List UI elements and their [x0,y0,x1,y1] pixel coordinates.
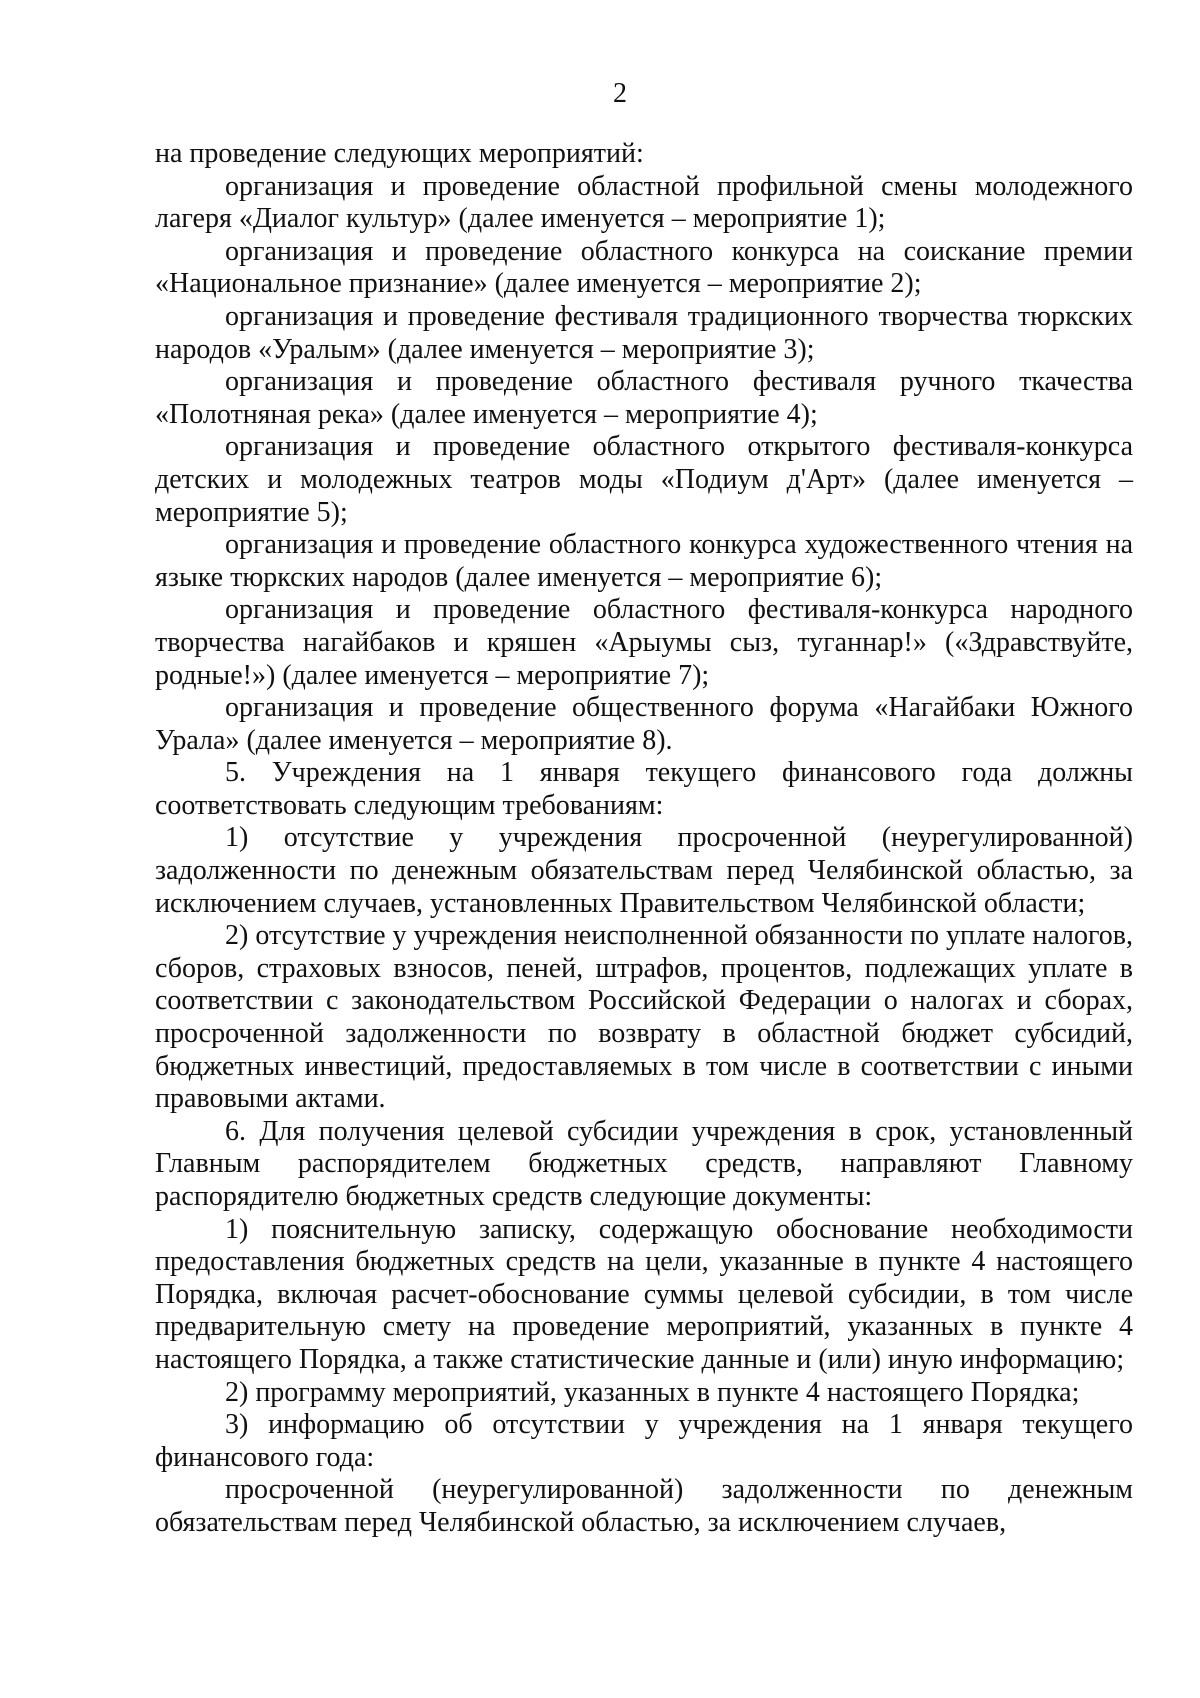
paragraph-intro: на проведение следующих мероприятий: [155,138,644,169]
paragraph-section-5: 5. Учреждения на 1 января текущего финансового года должны соответствовать следующим требованиям: [155,757,1133,821]
paragraph-document-3: 3) информацию об отсутствии у учреждения на 1 января текущего финансового года: [155,1409,1133,1473]
paragraph-event-1: организация и проведение областной профильной смены молодежного лагеря «Диалог культур» (далее именуется – мероприятие 1); [155,170,1133,235]
paragraph-section-6: 6. Для получения целевой субсидии учреждения в срок, установленный Главным распорядителем бюджетных средств, направляют Главному распорядителю бюджетных средств следующие документы: [155,1115,1133,1212]
paragraph-requirement-1: 1) отсутствие у учреждения просроченной (неурегулированной) задолженности по денежным обязательствам перед Челябинской областью, за исключением случаев, установленных Правительством Челябинской области; [155,822,1133,919]
paragraph-document-1: 1) пояснительную записку, содержащую обоснование необходимости предоставления бюджетных средств на цели, указанные в пункте 4 настоящего Порядка, включая расчет-обоснование суммы целевой субсидии, в том числе предварительную смету на проведение мероприятий, указанных в пункте 4 настоящего Порядка, а также статистические данные и (или) иную информацию; [155,1213,1133,1375]
paragraph-event-6: организация и проведение областного конкурса художественного чтения на языке тюркских народов (далее именуется – мероприятие 6); [155,529,1133,593]
paragraph-requirement-2: 2) отсутствие у учреждения неисполненной обязанности по уплате налогов, сборов, страховых взносов, пеней, штрафов, процентов, подлежащих уплате в соответствии с законодательством Российской Федерации о налогах и сборах, просроченной задолженности по возврату в областной бюджет субсидий, бюджетных инвестиций, предоставляемых в том числе в соответствии с иными правовыми актами. [155,920,1133,1115]
paragraph-event-8: организация и проведение общественного форума «Нагайбаки Южного Урала» (далее именуется – мероприятие 8). [155,692,1133,756]
paragraph-event-5: организация и проведение областного открытого фестиваля-конкурса детских и молодежных театров моды «Подиум д'Арт» (далее именуется – мероприятие 5); [155,431,1133,528]
document-body [155,138,1133,1540]
paragraph-document-2: 2) программу мероприятий, указанных в пункте 4 настоящего Порядка; [225,1376,1080,1408]
paragraph-event-3: организация и проведение фестиваля традиционного творчества тюркских народов «Уралым» (далее именуется – мероприятие 3); [155,300,1133,365]
paragraph-event-7: организация и проведение областного фестиваля-конкурса народного творчества нагайбаков и кряшен «Арыумы сыз, туганнар!» («Здравствуйте, родные!») (далее именуется – мероприятие 7); [155,594,1133,691]
paragraph-event-2: организация и проведение областного конкурса на соискание премии «Национальное признание» (далее именуется – мероприятие 2); [155,235,1133,300]
paragraph-debt-info: просроченной (неурегулированной) задолженности по денежным обязательствам перед Челябинской областью, за исключением случаев, [155,1474,1133,1538]
paragraph-event-4: организация и проведение областного фестиваля ручного ткачества «Полотняная река» (далее именуется – мероприятие 4); [155,366,1133,430]
page-number: 2 [613,78,627,109]
